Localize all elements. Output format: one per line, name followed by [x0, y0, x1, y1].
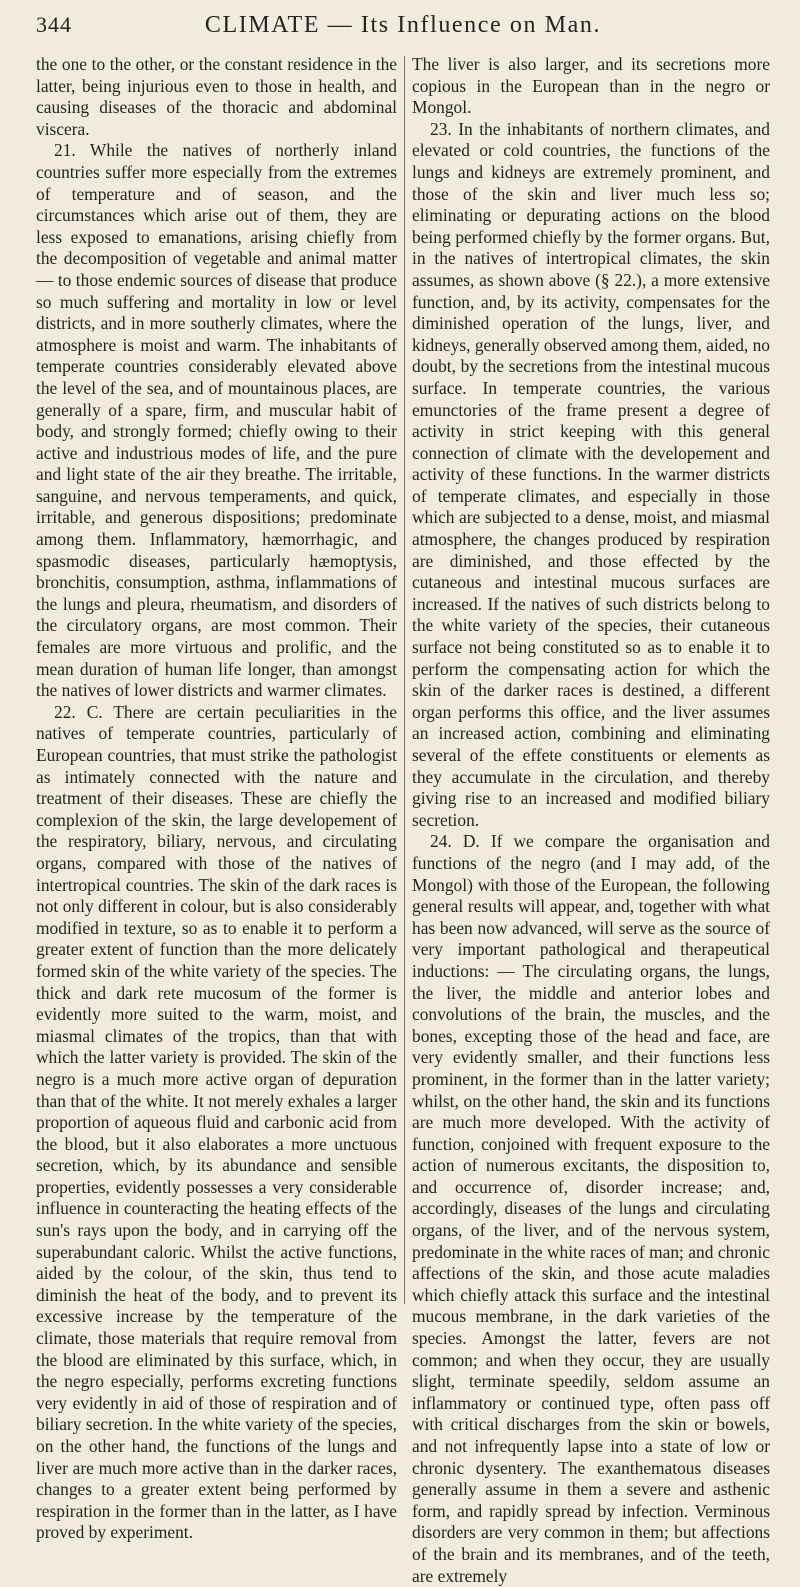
page-number: 344: [36, 12, 72, 37]
paragraph: 23. In the inhabitants of northern climates, and elevated or cold countries, the functions of the lungs and kidneys are extremely prominent, and those of the skin and liver much less so; eliminating or depurating actions on the blood being performed chiefly by the former organs. But, in the natives of intertropical climates, the skin assumes, as shown above (§ 22.), a more extensive function, and, by its activity, compensates for the diminished operation of the lungs, liver, and kidneys, generally observed among them, aided, no doubt, by the secretions from the intestinal mucous surface. In temperate countries, the various emunctories of the frame present a degree of activity in strict keeping with this general connection of climate with the developement and activity of these functions. In the warmer districts of temperate climates, and especially in those which are subjected to a dense, moist, and miasmal atmosphere, the changes produced by respiration are diminished, and those effected by the cutaneous and intestinal mucous surfaces are increased. If the natives of such districts belong to the white variety of the species, their cutaneous surface not being constituted so as to enable it to perform the compensating action for which the skin of the darker races is destined, a different organ performs this office, and the liver assumes an increased action, combining and eliminating several of the effete constituents or elements as they accumulate in the circulation, and thereby giving rise to an increased and modified biliary secretion.: [412, 118, 770, 830]
paragraph: 21. While the natives of northerly inland countries suffer more especially from the extremes of temperature and of season, and the circumstances which arise out of them, they are less exposed to emanations, arising chiefly from the decomposition of vegetable and animal matter — to those endemic sources of disease that produce so much suffering and mortality in low or level districts, and in more southerly climates, where the atmosphere is moist and warm. The inhabitants of temperate countries considerably elevated above the level of the sea, and of mountainous places, are generally of a spare, firm, and muscular habit of body, and strongly formed; chiefly owing to their active and industrious modes of life, and the pure and light state of the air they breathe. The irritable, sanguine, and nervous temperaments, and quick, irritable, and generous dispositions; predominate among them. Inflammatory, hæmorrhagic, and spasmodic diseases, particularly hæmoptysis, bronchitis, consumption, asthma, inflammations of the lungs and pleura, rheumatism, and disorders of the circulatory organs, are most common. Their females are more virtuous and prolific, and the mean duration of human life longer, than amongst the natives of lower districts and warmer climates.: [36, 140, 397, 701]
page-header: [36, 8, 770, 50]
paragraph: 22. C. There are certain peculiarities in the natives of temperate countries, particularly of European countries, that must strike the pathologist as intimately connected with the nature and treatment of their diseases. These are chiefly the complexion of the skin, the large developement of the respiratory, biliary, nervous, and circulating organs, compared with those of the natives of intertropical countries. The skin of the dark races is not only different in colour, but is also considerably modified in texture, so as to enable it to perform a greater extent of function than the more delicately formed skin of the white variety of the species. The thick and dark rete mucosum of the former is evidently more suited to the warm, moist, and miasmal climates of the tropics, than that with which the latter variety is provided. The skin of the negro is a much more active organ of depuration than that of the white. It not merely exhales a larger proportion of aqueous fluid and carbonic acid from the blood, but it also elaborates a more unctuous secretion, which, by its abundance and sensible properties, evidently possesses a very considerable influence in counteracting the heating effects of the sun's rays upon the body, and in carrying off the superabundant caloric. Whilst the active functions, aided by the colour, of the skin, thus tend to diminish the heat of the body, and to prevent its excessive increase by the temperature of the climate, those materials that require removal from the blood are eliminated by this surface, which, in the negro especially, performs excreting functions very evidently in aid of those of respiration and of biliary secretion. In the white variety of the species, on the other hand, the functions of the lungs and liver are much more active than in the darker races, changes to a greater extent being performed by respiration in the former than in the latter, as I have proved by experiment.: [36, 701, 397, 1543]
paragraph: the one to the other, or the constant residence in the latter, being injurious even to those in health, and causing diseases of the thoracic and abdominal viscera.: [36, 54, 397, 139]
paragraph: The liver is also larger, and its secretions more copious in the European than in the negro or Mongol.: [412, 54, 770, 118]
left-column: [36, 54, 397, 1543]
column-divider: [404, 56, 405, 1304]
paragraph: 24. D. If we compare the organisation and functions of the negro (and I may add, of the Mongol) with those of the European, the following general results will appear, and, together with what has been now advanced, will serve as the source of very important pathological and therapeutical inductions: — The circulating organs, the lungs, the liver, the middle and anterior lobes and convolutions of the brain, the muscles, and the bones, excepting those of the head and face, are very evidently smaller, and their functions less prominent, in the former than in the latter variety; whilst, on the other hand, the skin and its functions are much more developed. With the activity of function, conjoined with frequent exposure to the action of numerous excitants, the disposition to, and occurrence of, disorder increase; and, accordingly, diseases of the lungs and circulating organs, of the liver, and of the nervous system, predominate in the white races of man; and chronic affections of the skin, and those acute maladies which chiefly attack this surface and the intestinal mucous membrane, in the dark varieties of the species. Amongst the latter, fevers are not common; and when they occur, they are usually slight, terminate speedily, seldom assume an inflammatory or continued type, often pass off with critical discharges from the skin or bowels, and not infrequently lapse into a state of low or chronic dysentery. The exanthematous diseases generally assume in them a severe and asthenic form, and rapidly spread by infection. Verminous disorders are very common in them; but affections of the brain and its membranes, and of the teeth, are extremely: [412, 831, 770, 1586]
running-title: CLIMATE — Its Influence on Man.: [204, 12, 602, 38]
right-column: [412, 54, 770, 1586]
